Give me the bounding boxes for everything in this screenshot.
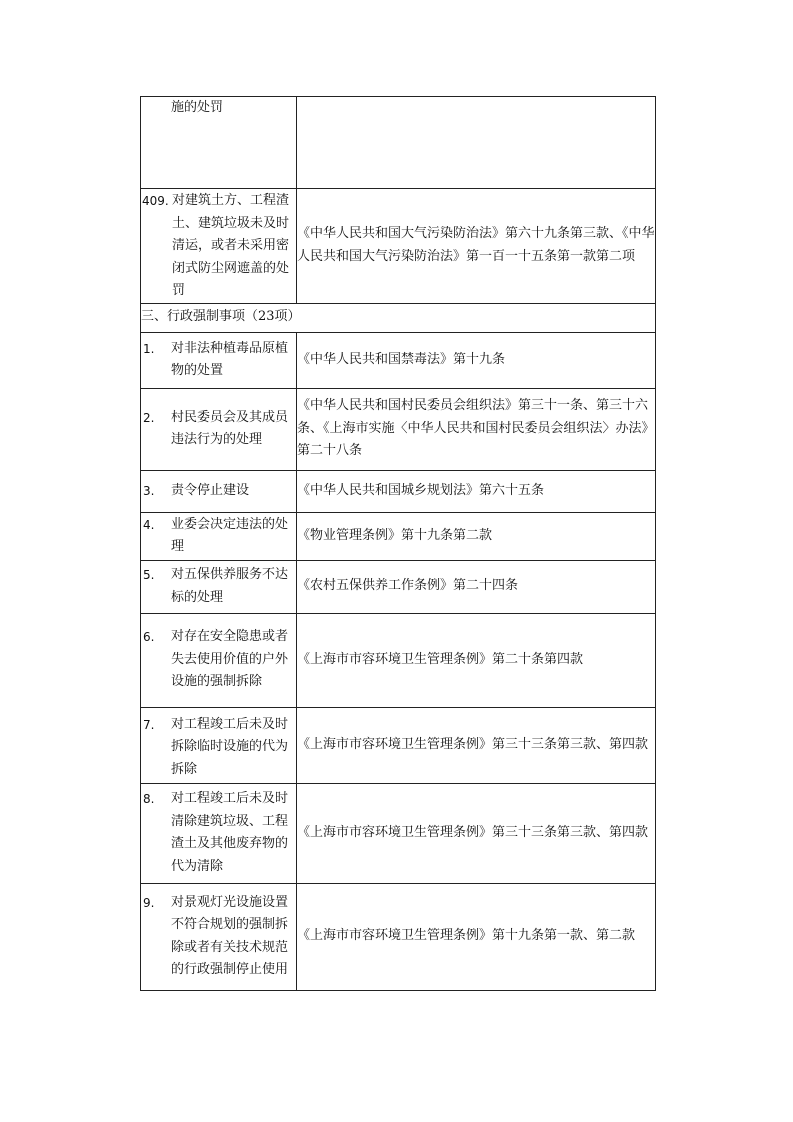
item-number: 3. xyxy=(143,483,155,498)
item-cell xyxy=(141,613,297,707)
basis-text: 《农村五保供养工作条例》第二十四条 xyxy=(297,578,519,594)
item-number: 1. xyxy=(143,341,155,356)
item-cell xyxy=(141,512,297,560)
basis-cell xyxy=(297,560,656,613)
item-cell xyxy=(141,707,297,783)
item-text: 对存在安全隐患或者失去使用价值的户外设施的强制拆除 xyxy=(171,629,289,690)
table-row xyxy=(141,332,656,388)
item-cell xyxy=(141,97,297,189)
table-row xyxy=(141,560,656,613)
item-number: 6. xyxy=(143,630,155,645)
table-row xyxy=(141,388,656,470)
basis-cell xyxy=(297,97,656,189)
table-row xyxy=(141,189,656,304)
item-number: 8. xyxy=(143,792,155,806)
item-text: 施的处罚 xyxy=(171,100,224,115)
item-text: 对五保供养服务不达标的处理 xyxy=(171,567,289,605)
item-cell xyxy=(141,388,297,470)
table-row xyxy=(141,613,656,707)
item-cell xyxy=(141,883,297,990)
item-number: 9. xyxy=(143,895,155,910)
table-row xyxy=(141,883,656,990)
item-text: 责令停止建设 xyxy=(171,482,250,498)
basis-cell xyxy=(297,613,656,707)
item-cell xyxy=(141,783,297,883)
basis-cell xyxy=(297,470,656,512)
item-number: 4. xyxy=(143,517,155,532)
item-text: 对非法种植毒品原植物的处置 xyxy=(171,340,289,378)
item-cell xyxy=(141,332,297,388)
item-text: 对景观灯光设施设置不符合规划的强制拆除或者有关技术规范的行政强制停止使用 xyxy=(171,894,289,977)
basis-cell xyxy=(297,512,656,560)
item-number: 2. xyxy=(143,410,155,425)
basis-cell xyxy=(297,783,656,883)
item-text: 业委会决定违法的处理 xyxy=(171,516,289,554)
item-text: 对工程竣工后未及时拆除临时设施的代为拆除 xyxy=(171,716,289,777)
item-text: 村民委员会及其成员违法行为的处理 xyxy=(171,409,289,447)
table-row xyxy=(141,707,656,783)
section-title: 三、行政强制事项（23项） xyxy=(141,303,656,332)
item-cell xyxy=(141,189,297,304)
item-cell xyxy=(141,560,297,613)
basis-text: 《中华人民共和国城乡规划法》第六十五条 xyxy=(297,482,545,498)
section-row xyxy=(141,303,656,332)
item-number: 409. xyxy=(142,194,169,208)
basis-cell xyxy=(297,707,656,783)
enforcement-table xyxy=(140,96,656,991)
item-text: 对工程竣工后未及时清除建筑垃圾、工程渣土及其他废弃物的代为清除 xyxy=(171,791,289,874)
basis-text: 《物业管理条例》第十九条第二款 xyxy=(297,527,493,543)
item-text: 对建筑土方、工程渣土、建筑垃圾未及时清运，或者未采用密闭式防尘网遮盖的处罚 xyxy=(172,193,290,298)
basis-text: 《中华人民共和国禁毒法》第十九条 xyxy=(297,351,506,367)
table-row xyxy=(141,470,656,512)
basis-text: 《中华人民共和国村民委员会组织法》第三十一条、第三十六条、《上海市实施〈中华人民共和国村民委员会组织法〉办法》第二十八条 xyxy=(297,398,655,459)
item-number: 5. xyxy=(143,568,155,582)
basis-text: 《上海市市容环境卫生管理条例》第三十三条第三款、第四款 xyxy=(297,736,649,752)
table-row xyxy=(141,783,656,883)
basis-cell xyxy=(297,388,656,470)
basis-text: 《上海市市容环境卫生管理条例》第三十三条第三款、第四款 xyxy=(297,824,649,840)
basis-cell xyxy=(297,332,656,388)
basis-text: 《中华人民共和国大气污染防治法》第六十九条第三款、《中华人民共和国大气污染防治法》第一百一十五条第一款第二项 xyxy=(297,226,655,264)
basis-cell xyxy=(297,883,656,990)
table-row xyxy=(141,512,656,560)
item-number: 7. xyxy=(143,717,155,732)
item-cell xyxy=(141,470,297,512)
table-row xyxy=(141,97,656,189)
basis-text: 《上海市市容环境卫生管理条例》第二十条第四款 xyxy=(297,651,584,667)
basis-cell xyxy=(297,189,656,304)
basis-text: 《上海市市容环境卫生管理条例》第十九条第一款、第二款 xyxy=(297,928,636,944)
